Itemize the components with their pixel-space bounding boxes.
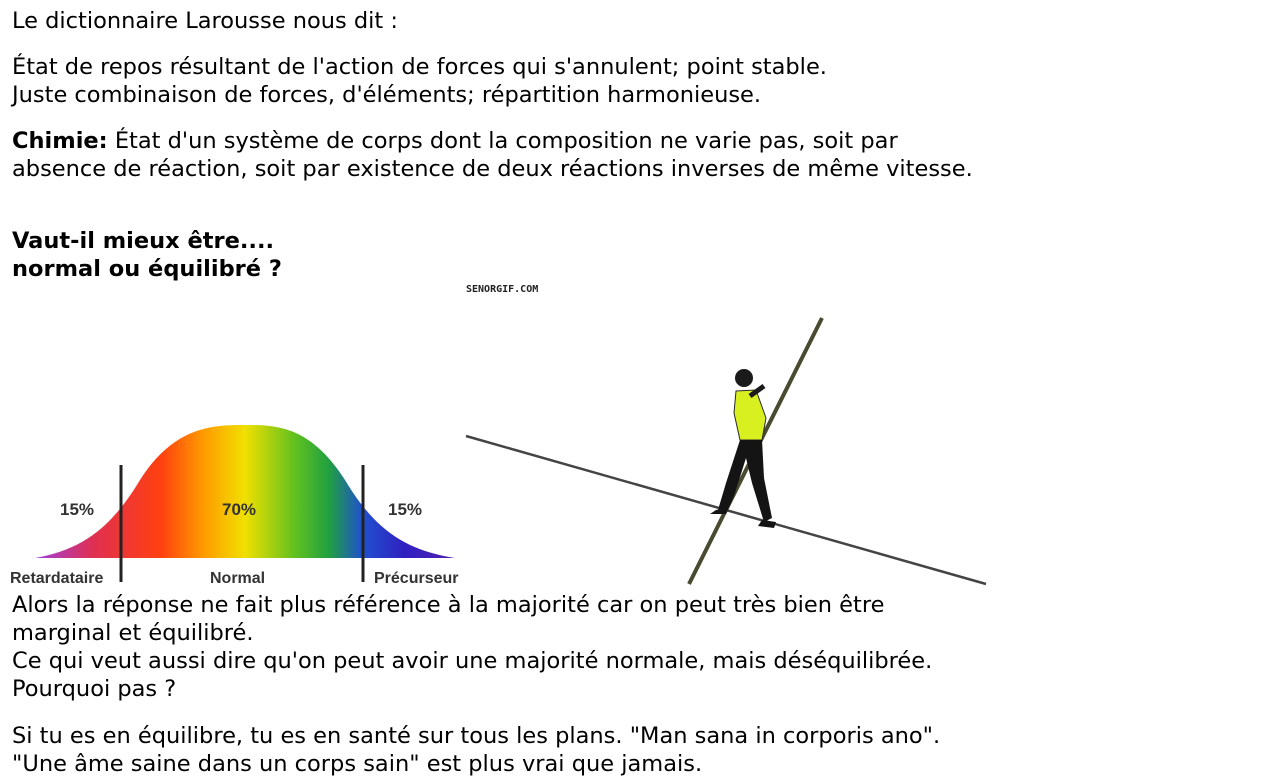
answer-line-1: Alors la réponse ne fait plus référence à la majorité car on peut très bien être	[12, 592, 885, 618]
bell-curve-shape	[35, 425, 455, 558]
left-category-label: Retardataire	[10, 570, 104, 587]
chemistry-text: État d'un système de corps dont la composition ne varie pas, soit par	[114, 128, 898, 154]
chemistry-line-2: absence de réaction, soit par existence de deux réactions inverses de même vitesse.	[12, 156, 973, 182]
right-percent-label: 15%	[388, 500, 423, 519]
watermark-text: SENORGIF.COM	[466, 284, 539, 295]
bell-curve-illustration	[0, 410, 466, 590]
left-percent-label: 15%	[60, 500, 95, 519]
answer-line-3: Ce qui veut aussi dire qu'on peut avoir une majorité normale, mais déséquilibrée.	[12, 648, 933, 674]
conclusion-line-2: "Une âme saine dans un corps sain" est plus vrai que jamais.	[12, 751, 703, 777]
definition-line-1: État de repos résultant de l'action de forces qui s'annulent; point stable.	[12, 54, 827, 80]
chemistry-line-1	[12, 127, 898, 155]
answer-line-2: marginal et équilibré.	[12, 620, 254, 646]
conclusion-line-1: Si tu es en équilibre, tu es en santé sur tous les plans. "Man sana in corporis ano".	[12, 723, 941, 749]
center-category-label: Normal	[210, 570, 266, 587]
center-percent-label: 70%	[222, 500, 257, 519]
question-line-2: normal ou équilibré ?	[12, 256, 282, 282]
figure-background	[464, 278, 994, 588]
answer-line-4: Pourquoi pas ?	[12, 676, 177, 702]
tightrope-walker-illustration	[464, 278, 994, 588]
intro-text: Le dictionnaire Larousse nous dit :	[12, 8, 398, 34]
question-line-1: Vaut-il mieux être....	[12, 228, 275, 254]
chemistry-label: Chimie:	[12, 128, 108, 154]
right-category-label: Précurseur	[374, 570, 459, 587]
definition-line-2: Juste combinaison de forces, d'éléments; répartition harmonieuse.	[12, 82, 762, 108]
